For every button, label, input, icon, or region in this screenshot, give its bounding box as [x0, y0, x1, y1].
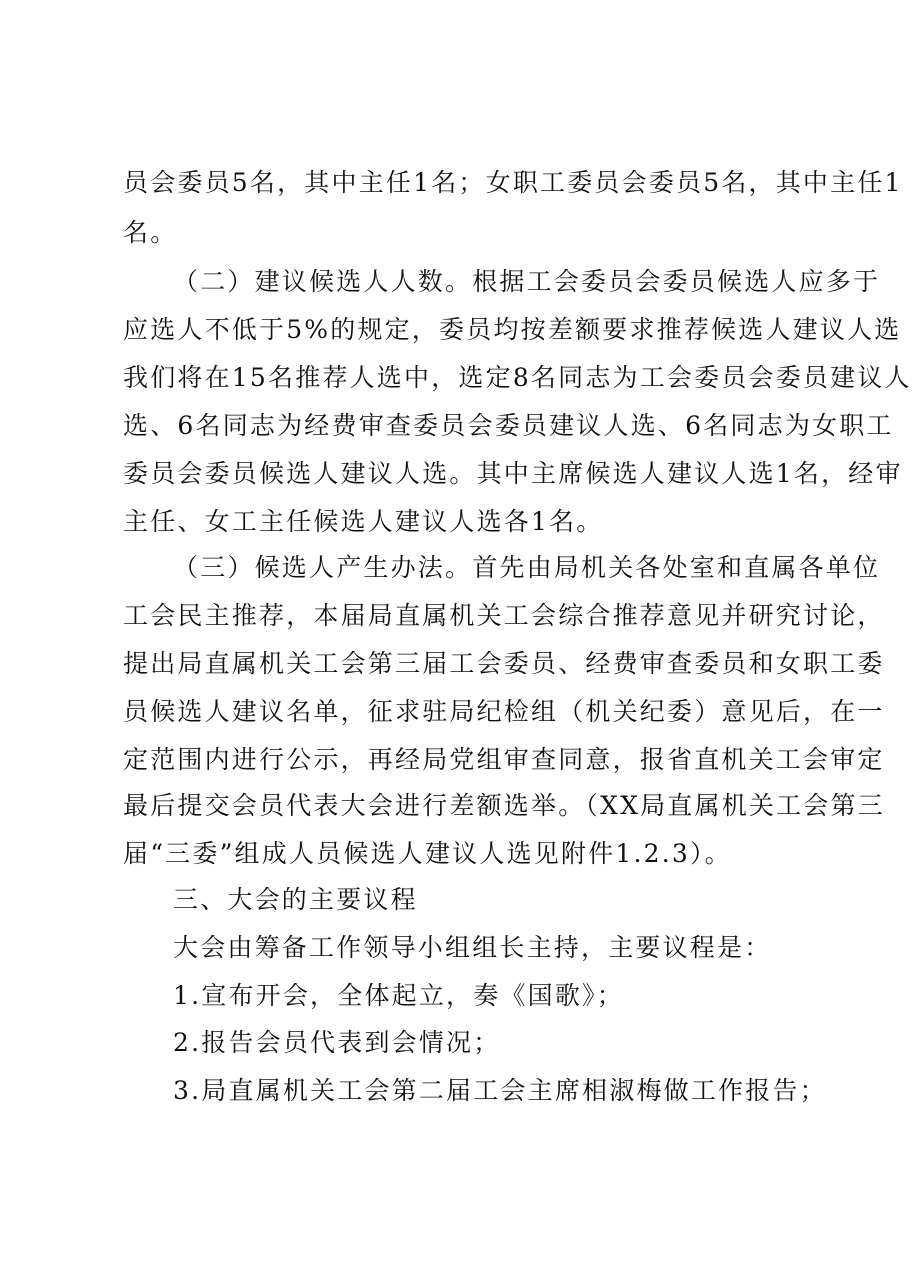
- paragraph-line: 委员会委员候选人建议人选。其中主席候选人建议人选1名，经审: [123, 459, 903, 488]
- paragraph-line: （二）建议候选人人数。根据工会委员会委员候选人应多于: [173, 267, 881, 296]
- list-item: 3.局直属机关工会第二届工会主席相淑梅做工作报告；: [173, 1076, 827, 1105]
- paragraph-line: 员会委员5名，其中主任1名；女职工委员会委员5名，其中主任1: [123, 168, 903, 197]
- list-item: 2.报告会员代表到会情况；: [173, 1028, 501, 1057]
- section-heading: 三、大会的主要议程: [173, 885, 418, 914]
- paragraph-line: 大会由筹备工作领导小组组长主持，主要议程是：: [173, 933, 772, 962]
- paragraph-line: 定范围内进行公示，再经局党组审查同意，报省直机关工会审定: [123, 745, 885, 774]
- paragraph-line: 选、6名同志为经费审查委员会委员建议人选、6名同志为女职工: [123, 411, 894, 440]
- paragraph-line: 提出局直属机关工会第三届工会委员、经费审查委员和女职工委: [123, 649, 885, 678]
- paragraph-line: （三）候选人产生办法。首先由局机关各处室和直属各单位: [173, 553, 881, 582]
- paragraph-line: 我们将在15名推荐人选中，选定8名同志为工会委员会委员建议人: [123, 363, 912, 392]
- paragraph-line: 届“三委”组成人员候选人建议人选见附件1.2.3）。: [123, 839, 732, 868]
- paragraph-line: 应选人不低于5%的规定，委员均按差额要求推荐候选人建议人选: [123, 315, 902, 344]
- paragraph-line: 名。: [123, 218, 178, 247]
- list-item: 1.宣布开会，全体起立，奏《国歌》；: [173, 981, 624, 1010]
- paragraph-line: 主任、女工主任候选人建议人选各1名。: [123, 507, 604, 536]
- paragraph-line: 工会民主推荐，本届局直属机关工会综合推荐意见并研究讨论，: [123, 601, 885, 630]
- paragraph-line: 最后提交会员代表大会进行差额选举。（XX局直属机关工会第三: [123, 791, 885, 820]
- paragraph-line: 员候选人建议名单，征求驻局纪检组（机关纪委）意见后，在一: [123, 697, 885, 726]
